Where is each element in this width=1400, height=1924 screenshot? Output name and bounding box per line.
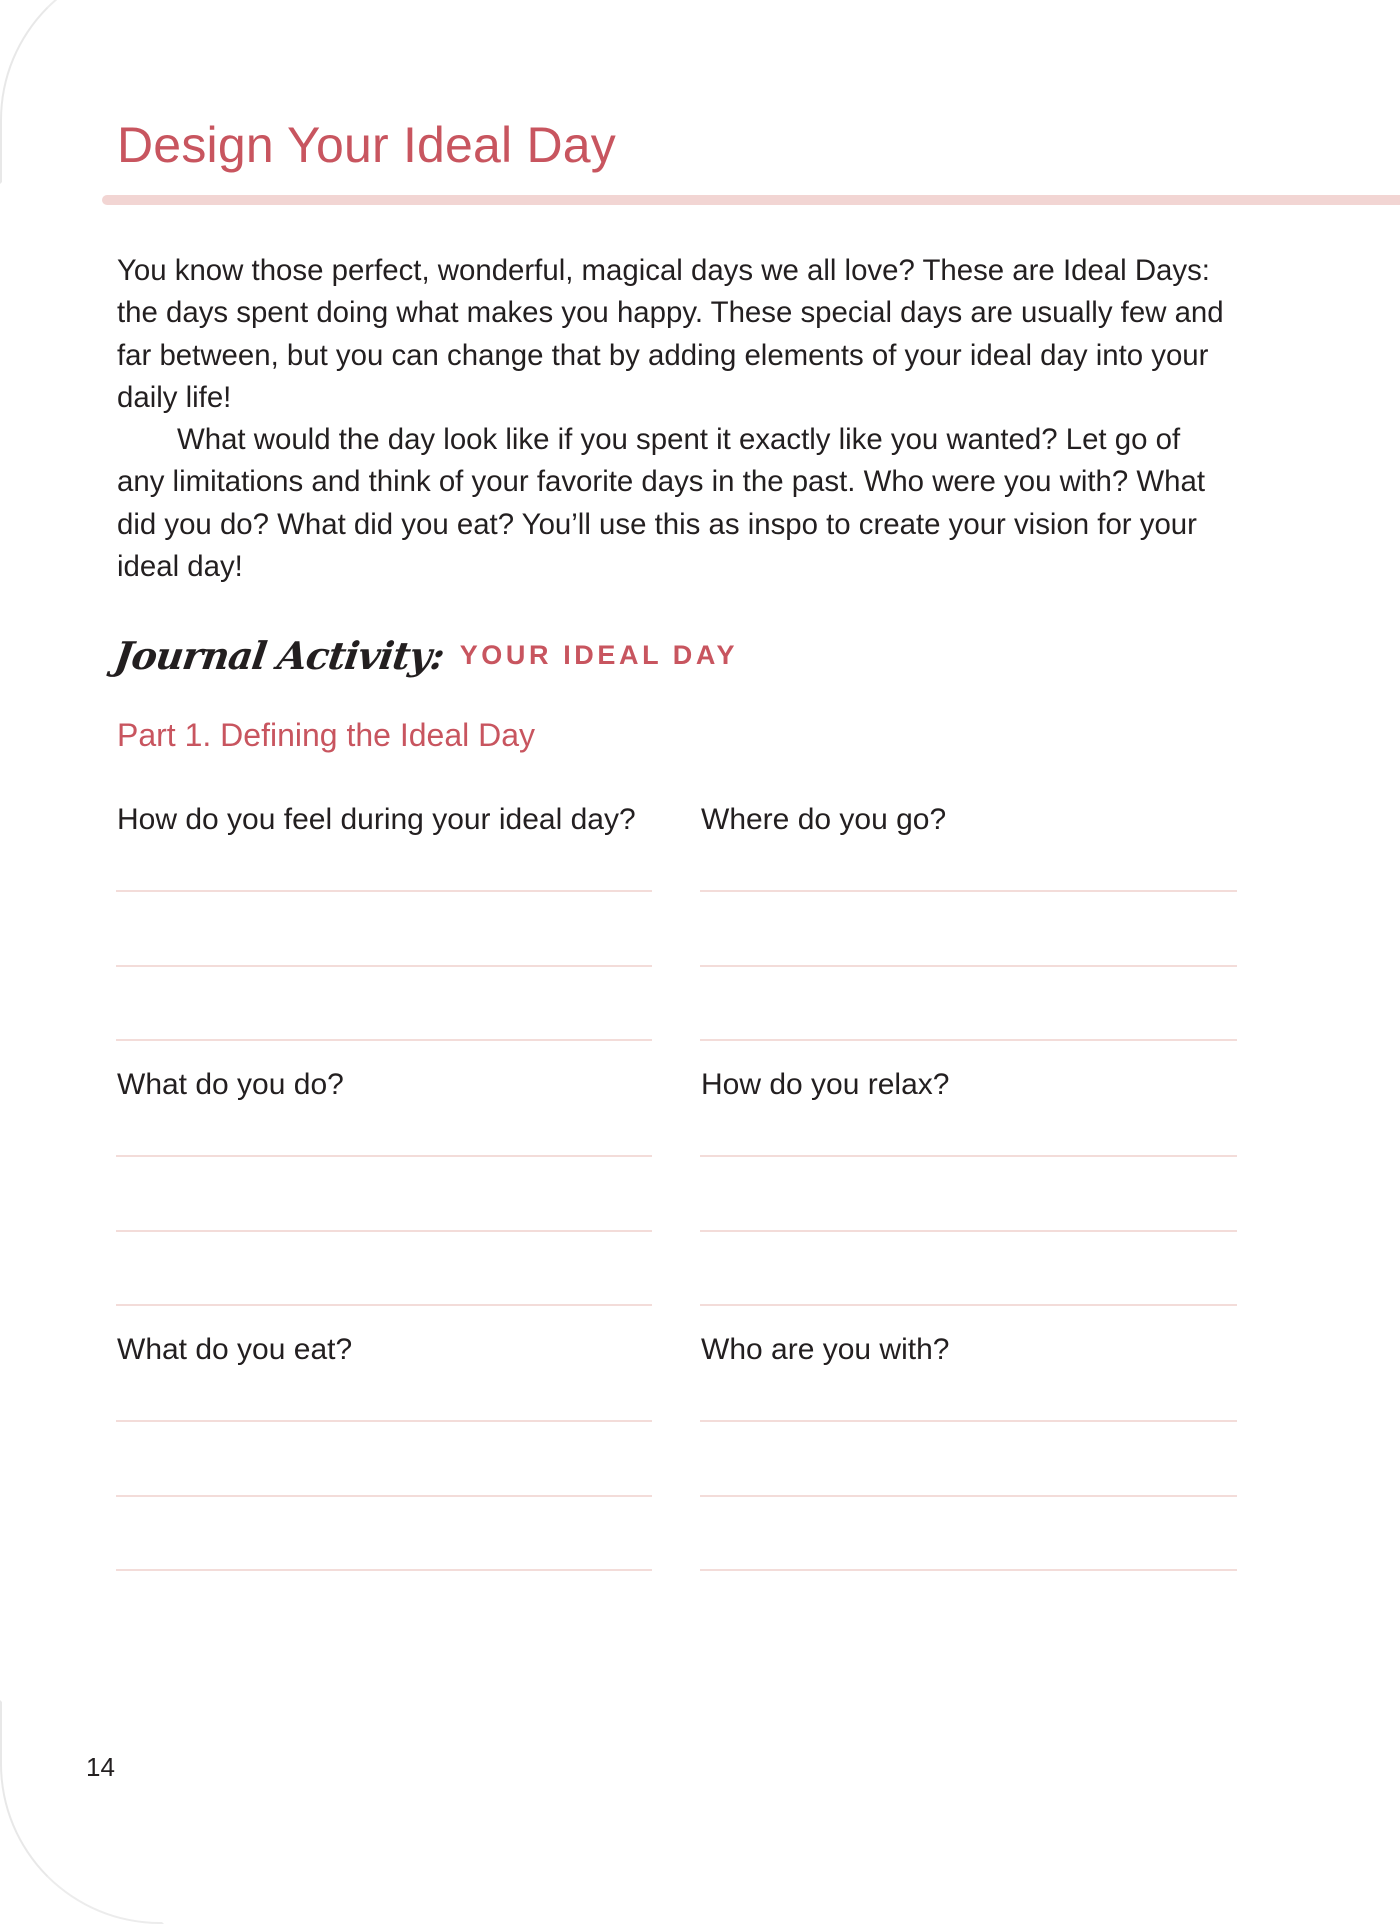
answer-line[interactable] [116,1039,652,1041]
part-heading: Part 1. Defining the Ideal Day [117,717,536,753]
answer-line[interactable] [700,1495,1237,1497]
answer-line[interactable] [700,1304,1237,1306]
journal-activity-heading [111,625,739,685]
question-do-label: What do you do? [117,1068,344,1101]
page-number: 14 [86,1752,115,1782]
answer-line[interactable] [700,890,1237,892]
answer-line[interactable] [116,1495,652,1497]
question-relax-label: How do you relax? [701,1068,950,1101]
intro-paragraph-1: You know those perfect, wonderful, magical days we all love? These are Ideal Days: the days spent doing what makes you happy. These special days are usually few and far between, but you can change that by adding elements of your ideal day into your daily life! [117,254,1224,414]
answer-line[interactable] [116,1420,652,1422]
answer-line[interactable] [700,1420,1237,1422]
answer-line[interactable] [700,1039,1237,1041]
question-feel-label: How do you feel during your ideal day? [117,803,636,836]
answer-line[interactable] [116,1569,652,1571]
intro-paragraph-2: What would the day look like if you spent it exactly like you wanted? Let go of any limitations and think of your favorite days in the past. Who were you with? What did you do? What did you eat? You’ll use this as inspo to create your vision for your ideal day! [117,423,1205,584]
answer-line[interactable] [116,890,652,892]
activity-name: YOUR IDEAL DAY [459,639,739,670]
page-title: Design Your Ideal Day [117,117,616,173]
answer-line[interactable] [700,1569,1237,1571]
intro-text [117,250,1232,588]
question-eat-label: What do you eat? [117,1333,353,1366]
question-where-label: Where do you go? [701,803,947,836]
question-with-label: Who are you with? [701,1333,950,1366]
journal-activity-label: Journal Activity: [111,632,447,678]
answer-line[interactable] [116,1230,652,1232]
answer-line[interactable] [700,1230,1237,1232]
answer-line[interactable] [116,1304,652,1306]
answer-line[interactable] [116,1155,652,1157]
page-edge-bottom [0,1700,164,1924]
answer-line[interactable] [116,965,652,967]
title-rule [102,195,1400,205]
answer-line[interactable] [700,965,1237,967]
answer-line[interactable] [700,1155,1237,1157]
